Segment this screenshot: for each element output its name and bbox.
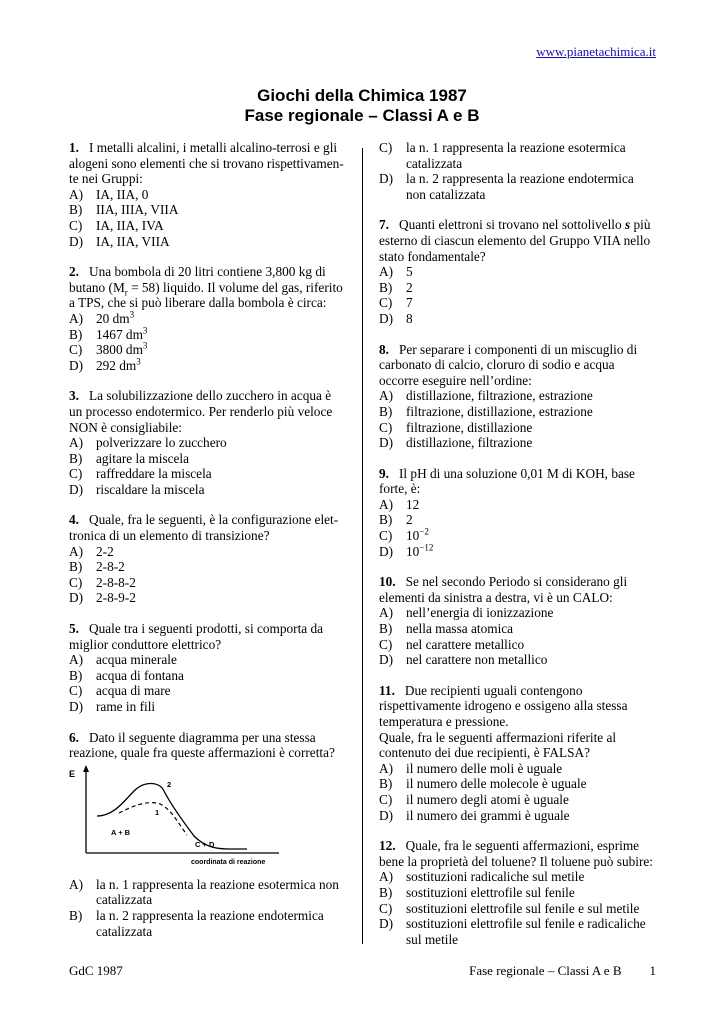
question-number: 7. <box>379 217 389 233</box>
option: A) IA, IIA, 0 <box>69 186 149 202</box>
option: B) filtrazione, distillazione, estrazione <box>379 403 593 419</box>
option: B) 2-8-2 <box>69 559 125 575</box>
option: D) rame in fili <box>69 699 156 714</box>
question-12: 12. Quale, fra le seguenti affermazioni, esprime bene la proprietà del toluene? Il toluene può subire: A) sostituzioni radicaliche sul metile B) sostituzioni elettrofile sul fenile C) sostituzioni elettrofile sul fenile e sul metile D) sostituzioni elettrofile sul fenile e radicaliche sul metile <box>379 838 657 947</box>
option: B) 2 <box>379 512 413 528</box>
page-title <box>0 86 724 126</box>
footer-section: Fase regionale – Classi A e B <box>469 963 622 978</box>
option: C) $10^{-2}$ <box>379 526 429 544</box>
energy-diagram-svg <box>69 761 347 873</box>
question-text: I metalli alcalini, i metalli alcalino-terrosi e gli alogeni sono elementi che si trovano rispettivamen-te nei Gruppi: <box>69 140 344 187</box>
option: C) IA, IIA, IVA <box>69 217 164 233</box>
option: D) il numero dei grammi è uguale <box>379 807 570 823</box>
option: D) la n. 2 rappresenta la reazione endotermica non catalizzata <box>379 171 634 202</box>
y-axis-arrow <box>83 765 89 772</box>
option: C) 7 <box>379 295 413 311</box>
option: D) nel carattere non metallico <box>379 652 548 668</box>
option: D) $10^{-12}$ <box>379 542 434 559</box>
title-line-2: Fase regionale – Classi A e B <box>244 106 480 125</box>
option: B) IIA, IIIA, VIIA <box>69 202 179 218</box>
question-2: 2. Una bombola di 20 litri contiene 3,800 kg di butano $(M_r = 58)$ liquido. Il volume del gas, riferito a TPS, che si può liberare dalla bombola è circa: A) 20 $dm^3$ B) 1467 $dm^3$ C) 3800 $dm^3$ D) 292 $dm^3$ <box>69 264 347 373</box>
question-number: 8. <box>379 341 389 357</box>
question-7: 7. Quanti elettroni si trovano nel sottolivello s più esterno di ciascun elemento del Gruppo VIIA nello stato fondamentale? A) 5 B) 2 C) 7 D) 8 <box>379 217 657 326</box>
option: A) distillazione, filtrazione, estrazione <box>379 388 593 404</box>
question-number: 1. <box>69 140 79 155</box>
option: A) il numero delle moli è uguale <box>379 760 563 776</box>
option: A) sostituzioni radicaliche sul metile <box>379 869 585 885</box>
option: A) 20 $dm^3$ <box>69 309 135 326</box>
option: B) nella massa atomica <box>379 621 514 637</box>
option: C) acqua di mare <box>69 683 171 699</box>
option: B) acqua di fontana <box>69 667 184 683</box>
option: A) 5 <box>379 264 413 280</box>
x-axis-label: coordinata di reazione <box>191 858 266 866</box>
page-number: 1 <box>649 963 656 978</box>
question-number: 12. <box>379 838 396 854</box>
question-number: 11. <box>379 682 395 698</box>
option: D) 8 <box>379 310 413 326</box>
option: C) la n. 1 rappresenta la reazione esotermica catalizzata <box>379 140 626 171</box>
column-divider <box>362 148 363 944</box>
question-number: 3. <box>69 388 79 404</box>
right-column <box>379 140 657 962</box>
option: D) distillazione, filtrazione <box>379 435 533 451</box>
option: C) filtrazione, distillazione <box>379 419 533 435</box>
option: D) 2-8-9-2 <box>69 590 136 606</box>
question-11: 11. Due recipienti uguali contengono rispettivamente idrogeno e ossigeno alla stessa temperatura e pressione. Quale, fra le seguenti affermazioni riferite al contenuto dei due recipienti, è FALSA? A) il numero delle moli è uguale B) il numero delle molecole è uguale C) il numero degli atomi è uguale D) il numero dei grammi è uguale <box>379 683 657 823</box>
option: A) polverizzare lo zucchero <box>69 435 227 451</box>
option: A) 2-2 <box>69 543 114 559</box>
option: C) il numero degli atomi è uguale <box>379 791 569 807</box>
option: D) 292 $dm^3$ <box>69 356 141 373</box>
option: B) sostituzioni elettrofile sul fenile <box>379 884 575 900</box>
question-8: 8. Per separare i componenti di un miscuglio di carbonato di calcio, cloruro di sodio e acqua occorre eseguire nell’ordine: A) distillazione, filtrazione, estrazione B) filtrazione, distillazione, estrazione C) filtrazione, distillazione D) distillazione, filtrazione <box>379 342 657 451</box>
curve-2-label: 2 <box>167 779 172 789</box>
footer-right <box>469 963 656 979</box>
option: A) nell’energia di ionizzazione <box>379 605 554 621</box>
option: D) IA, IIA, VIIA <box>69 233 170 249</box>
reactants-label: A + B <box>111 827 131 837</box>
question-4: 4. Quale, fra le seguenti, è la configurazione elet-tronica di un elemento di transizione? A) 2-2 B) 2-8-2 C) 2-8-8-2 D) 2-8-9-2 <box>69 512 347 606</box>
footer-left: GdC 1987 <box>69 963 123 978</box>
curve-2-solid <box>97 783 247 849</box>
option: C) 3800 $dm^3$ <box>69 340 148 358</box>
option: B) 2 <box>379 279 413 295</box>
question-number: 2. <box>69 264 79 280</box>
option: B) la n. 2 rappresenta la reazione endotermica catalizzata <box>69 907 324 939</box>
curve-1-label: 1 <box>155 807 160 817</box>
energy-diagram <box>69 761 347 873</box>
option: A) acqua minerale <box>69 652 177 668</box>
question-number: 6. <box>69 729 79 745</box>
products-label: C + D <box>195 839 215 849</box>
question-6: 6. Dato il seguente diagramma per una stessa reazione, quale fra queste affermazioni è corretta? E A + B C + D 2 1 coordinata di reazione A) la n. 1 rappresenta la reazione esotermica non catalizzata B) la n. 2 rappresenta la reazione endotermica catalizzata <box>69 730 347 940</box>
option: C) nel carattere metallico <box>379 636 525 652</box>
option: A) 12 <box>379 496 420 512</box>
title-line-1: Giochi della Chimica 1987 <box>257 86 467 105</box>
option: D) riscaldare la miscela <box>69 481 205 497</box>
question-number: 5. <box>69 621 79 637</box>
header-link[interactable]: www.pianetachimica.it <box>536 44 656 59</box>
question-10: 10. Se nel secondo Periodo si considerano gli elementi da sinistra a destra, vi è un CALO: A) nell’energia di ionizzazione B) nella massa atomica C) nel carattere metallico D) nel carattere non metallico <box>379 574 657 668</box>
question-1 <box>69 140 347 249</box>
question-number: 4. <box>69 512 79 528</box>
option: B) agitare la miscela <box>69 450 190 466</box>
question-text-2: Quale, fra le seguenti affermazioni riferite al contenuto dei due recipienti, è FALSA? <box>379 729 617 761</box>
question-3: 3. La solubilizzazione dello zucchero in acqua è un processo endotermico. Per renderlo più veloce NON è consigliabile: A) polverizzare lo zucchero B) agitare la miscela C) raffreddare la miscela D) riscaldare la miscela <box>69 388 347 497</box>
question-5: 5. Quale tra i seguenti prodotti, si comporta da miglior conduttore elettrico? A) acqua minerale B) acqua di fontana C) acqua di mare D) rame in fili <box>69 621 347 715</box>
question-number: 10. <box>379 574 396 590</box>
option: A) la n. 1 rappresenta la reazione esotermica non catalizzata <box>69 876 339 908</box>
option: B) 1467 $dm^3$ <box>69 325 148 342</box>
question-9: 9. Il pH di una soluzione 0,01 M di KOH, base forte, è: A) 12 B) 2 C) $10^{-2}$ D) $10^{-12}$ <box>379 466 657 560</box>
option: C) 2-8-8-2 <box>69 574 136 590</box>
option: D) sostituzioni elettrofile sul fenile e radicaliche sul metile <box>379 916 646 947</box>
option: C) sostituzioni elettrofile sul fenile e sul metile <box>379 900 640 916</box>
option: B) il numero delle molecole è uguale <box>379 776 587 792</box>
left-column <box>69 140 347 954</box>
question-number: 9. <box>379 465 389 481</box>
axis-e-label: E <box>69 768 76 779</box>
option: C) raffreddare la miscela <box>69 466 212 482</box>
question-6-continued <box>379 140 657 202</box>
